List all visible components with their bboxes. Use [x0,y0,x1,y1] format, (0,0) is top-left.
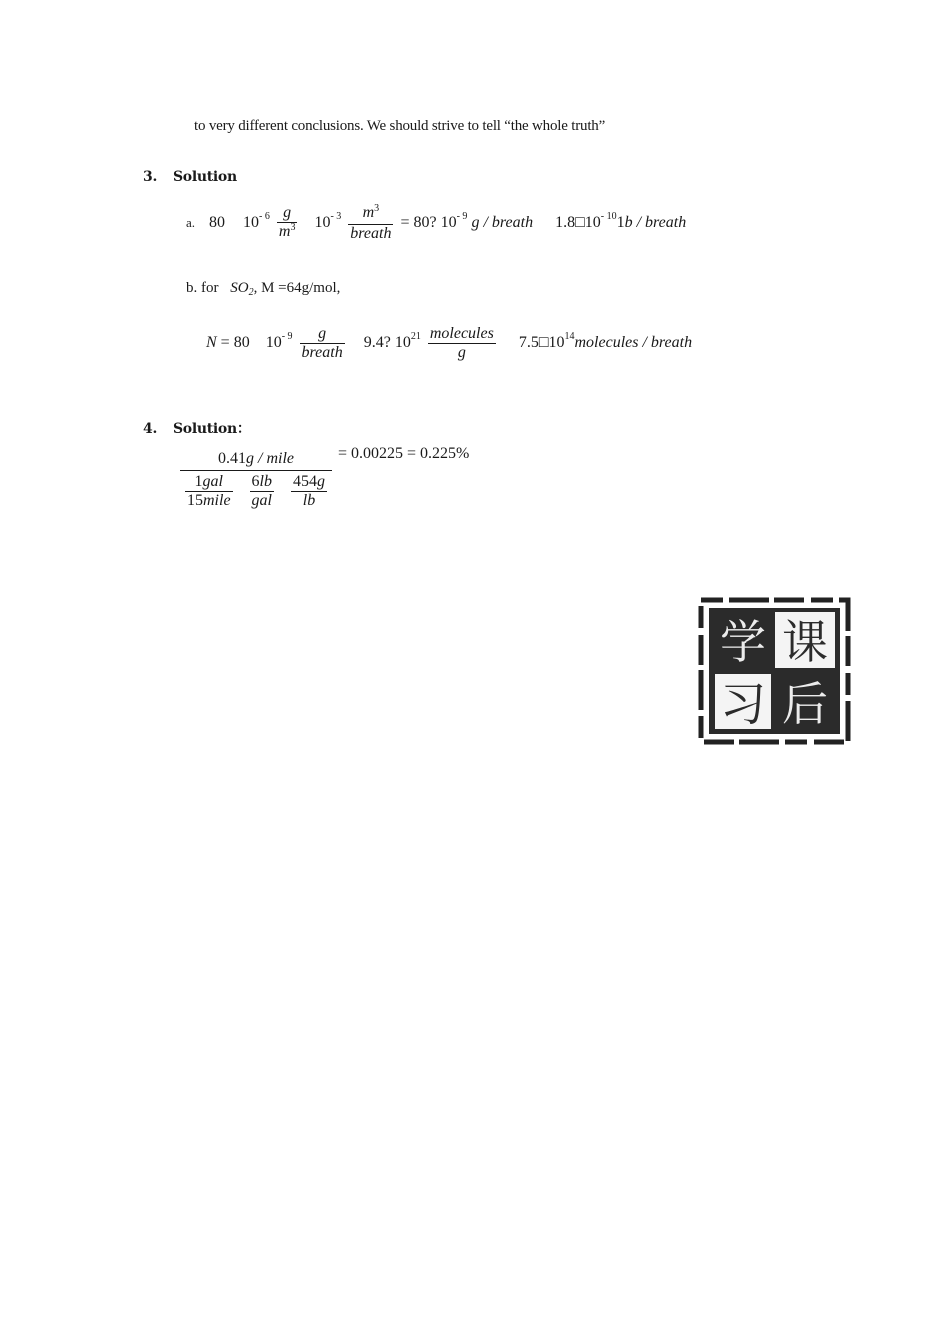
equation-section-4 [180,444,470,510]
part-b-lhs: N [206,334,217,352]
section-4-number: 4. [143,421,158,437]
section-4-sub-fraction-1: $\frac{\text{1gal}}{\text{15mile}}$ [187,473,231,509]
part-a-result: $1.8□10^{- 10}1b$ / breath [555,211,687,232]
part-a-term-3: $10^{- 3}$ [314,211,342,232]
part-a-label: a. [186,215,196,231]
molar-mass-text: , M =64g/mol, [253,280,341,296]
part-b-fraction-1: $\frac{g}{\text{breath}}$ [301,325,343,361]
part-b-label-line [186,280,340,297]
part-b-term-1: 80 [233,334,250,352]
so2-formula: $SO_2$ [230,280,254,298]
section-4-heading [143,418,251,438]
intro-line: to very different conclusions. We should strive to tell “the whole truth” [194,118,606,134]
part-b-fraction-2: $\frac{\text{molecules}}{g}$ [429,325,494,361]
section-4-sub-fraction-2: $\frac{6lb}{\text{gal}}$ [251,473,272,509]
section-3-heading [143,169,237,185]
section-3-title: Solution [173,169,237,185]
stamp-char-2: 课 [782,615,828,669]
part-b-term-3: 9.4? $10^{21}$ [363,331,421,352]
part-b-term-2: $10^{- 9}$ [265,331,293,352]
stamp-logo [697,596,852,746]
stamp-char-3: 习 [720,677,766,731]
section-4-sub-fraction-3: $\frac{454g}{lb}$ [293,473,325,509]
part-b-label: b. for [186,280,219,296]
part-a-equals: = 80? $10^{- 9}$ g / breath [400,211,534,232]
stamp-char-4: 后 [782,677,828,731]
equation-part-b: N = 80 $10^{- 9}$ $\frac{g}{\text{breath}}$ 9.4? $10^{21}$ $\frac{\text{molecules}}{g}$ $7.5□10^{14}molecules$ / breath [206,325,693,361]
section-4-result: = 0.00225 = 0.225% [338,444,470,462]
part-a-fraction-2: $\frac{m^3}{\text{breath}}$ [350,203,392,242]
section-4-main-fraction: 0.41g / mile $\frac{\text{1gal}}{\text{15mile}}$ $\frac{6lb}{\text{gal}}$ $\frac{454g}{lb}$ [180,450,332,510]
part-b-result: $7.5□10^{14}molecules$ / breath [518,331,693,352]
stamp-logo-icon [697,596,852,746]
part-a-term-1: 80 [209,214,226,232]
section-4-title: Solution： [173,421,251,437]
part-a-term-2: $10^{- 6}$ [243,211,270,232]
stamp-char-1: 学 [720,615,766,669]
part-a-fraction-1: $\frac{g}{m^3}$ [278,204,296,240]
equation-part-a [186,204,686,243]
section-3-number: 3. [143,169,158,185]
